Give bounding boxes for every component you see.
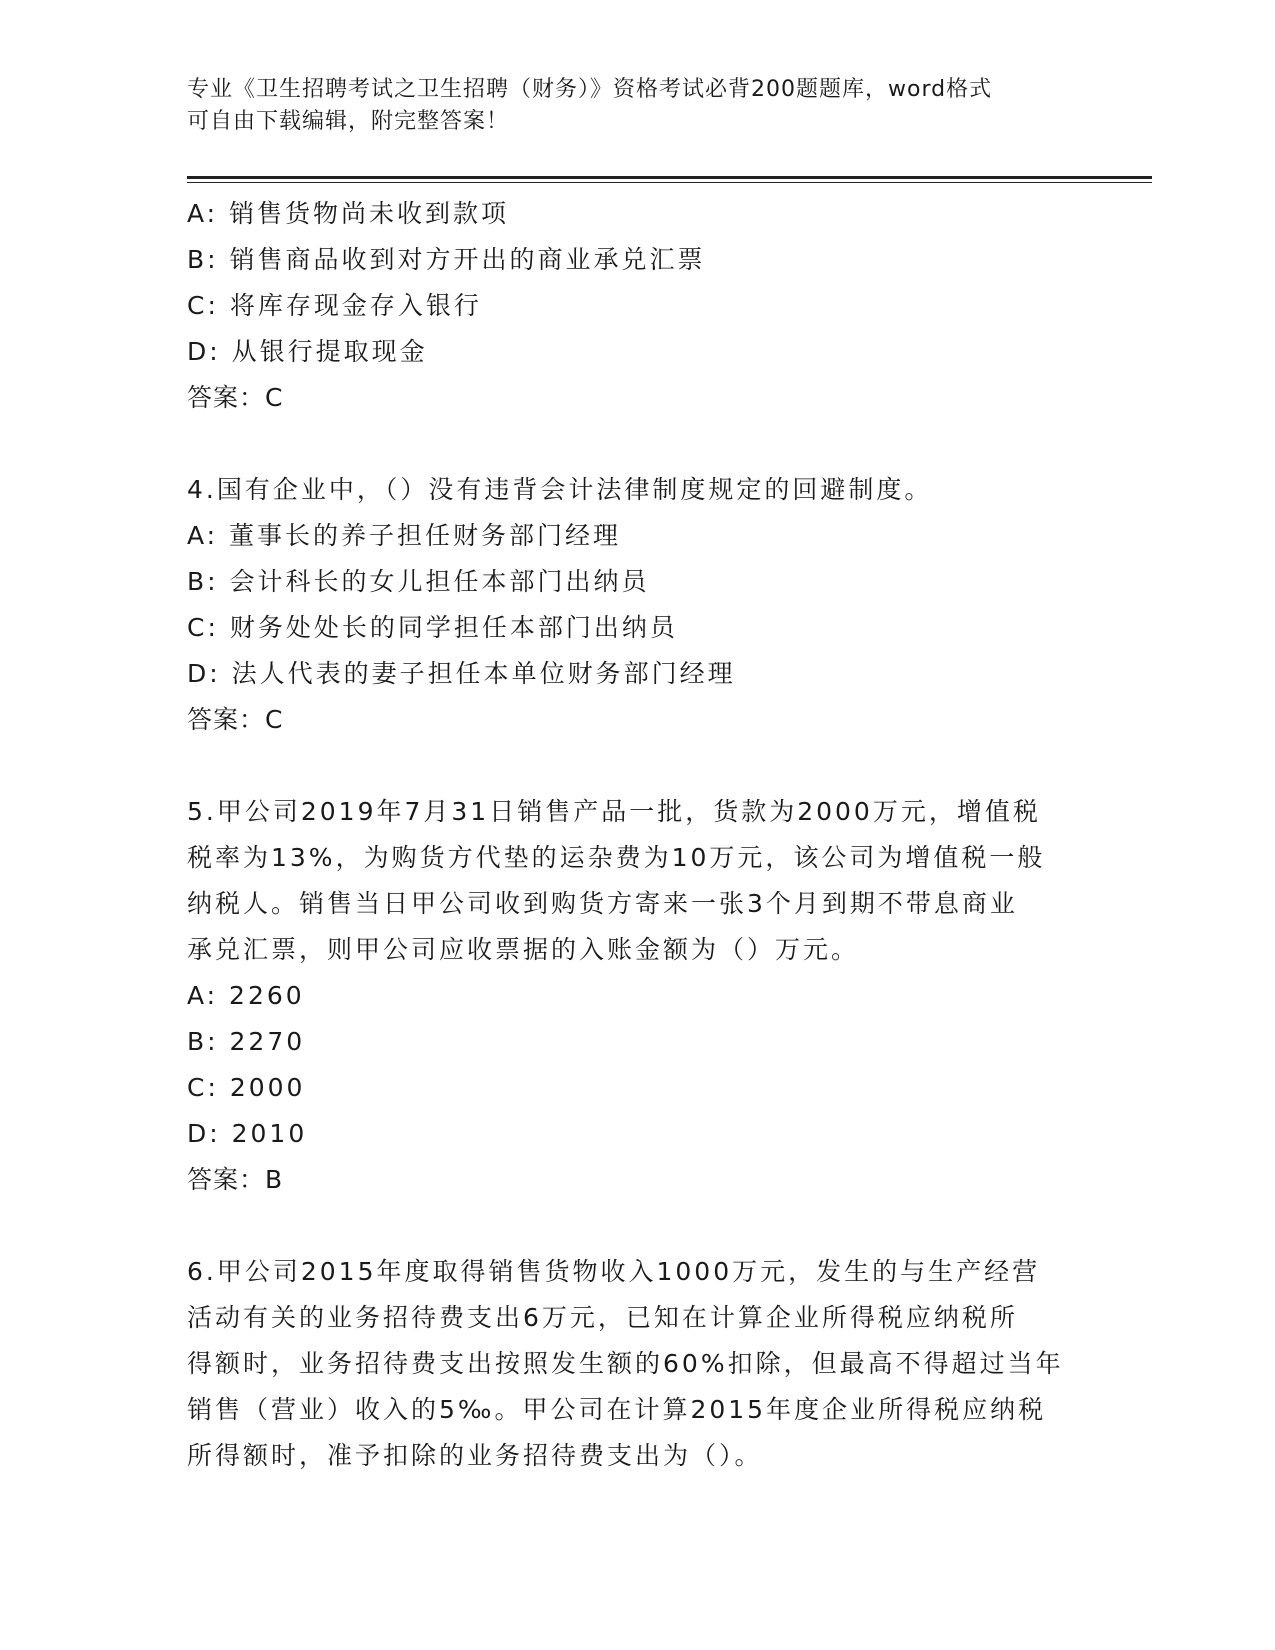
question-stem-line: 销售（营业）收入的5‰。甲公司在计算2015年度企业所得税应纳税 xyxy=(187,1395,1047,1424)
option-c: C: 2000 xyxy=(187,1073,306,1102)
option-d: D: 2010 xyxy=(187,1119,308,1148)
question-stem-line: 6.甲公司2015年度取得销售货物收入1000万元，发生的与生产经营 xyxy=(187,1257,1041,1286)
question-stem-line: 所得额时，准予扣除的业务招待费支出为（）。 xyxy=(187,1441,763,1470)
question-stem-line: 5.甲公司2019年7月31日销售产品一批，货款为2000万元，增值税 xyxy=(187,797,1041,826)
header-rule-thick xyxy=(187,176,1152,179)
header-rule-thin xyxy=(187,182,1152,183)
question-stem-line: 承兑汇票，则甲公司应收票据的入账金额为（）万元。 xyxy=(187,935,860,964)
question-stem: 4.国有企业中，（）没有违背会计法律制度规定的回避制度。 xyxy=(187,475,933,504)
spacer xyxy=(187,421,1087,467)
question-stem-line: 纳税人。销售当日甲公司收到购货方寄来一张3个月到期不带息商业 xyxy=(187,889,1018,918)
spacer xyxy=(187,1203,1087,1249)
answer: 答案：C xyxy=(187,383,284,412)
option-c: C: 财务处处长的同学担任本部门出纳员 xyxy=(187,613,678,642)
option-a: A: 2260 xyxy=(187,981,305,1010)
question-stem-line: 得额时，业务招待费支出按照发生额的60%扣除，但最高不得超过当年 xyxy=(187,1349,1064,1378)
document-header xyxy=(187,74,1067,138)
question-list xyxy=(187,191,1087,1479)
option-b: B: 2270 xyxy=(187,1027,306,1056)
question-5 xyxy=(187,789,1087,1203)
spacer xyxy=(187,743,1087,789)
option-a: A: 董事长的养子担任财务部门经理 xyxy=(187,521,622,550)
answer: 答案：C xyxy=(187,705,284,734)
option-a: A: 销售货物尚未收到款项 xyxy=(187,199,510,228)
question-stem-line: 活动有关的业务招待费支出6万元，已知在计算企业所得税应纳税所 xyxy=(187,1303,1018,1332)
question-4 xyxy=(187,467,1087,743)
option-c: C: 将库存现金存入银行 xyxy=(187,291,482,320)
option-d: D: 法人代表的妻子担任本单位财务部门经理 xyxy=(187,659,736,688)
option-d: D: 从银行提取现金 xyxy=(187,337,428,366)
question-6 xyxy=(187,1249,1087,1479)
option-b: B: 销售商品收到对方开出的商业承兑汇票 xyxy=(187,245,706,274)
question-stem-line: 税率为13%，为购货方代垫的运杂费为10万元，该公司为增值税一般 xyxy=(187,843,1046,872)
answer: 答案：B xyxy=(187,1165,284,1194)
question-3 xyxy=(187,191,1087,421)
header-line-2: 可自由下载编辑，附完整答案！ xyxy=(187,109,510,134)
option-b: B: 会计科长的女儿担任本部门出纳员 xyxy=(187,567,650,596)
header-line-1: 专业《卫生招聘考试之卫生招聘（财务）》资格考试必背200题题库，word格式 xyxy=(187,77,993,102)
